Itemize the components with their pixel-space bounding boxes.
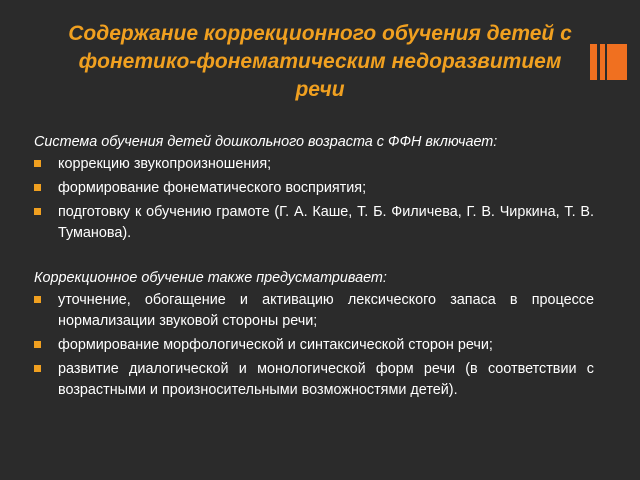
slide-title: Содержание коррекционного обучения детей с фонетико-фонематическим недоразвитием речи <box>68 22 572 101</box>
bullet-square-icon <box>34 160 41 167</box>
section-1-list <box>34 154 594 244</box>
orange-vertical-bars-icon <box>590 44 628 80</box>
list-item <box>34 290 594 332</box>
list-item-text: подготовку к обучению грамоте (Г. А. Каше, Т. Б. Филичева, Г. В. Чиркина, Т. В. Туманова). <box>58 204 594 241</box>
list-item <box>34 154 594 175</box>
section-spacer <box>34 247 594 268</box>
list-item <box>34 335 594 356</box>
section-2-intro: Коррекционное обучение также предусматривает: <box>34 270 387 286</box>
bullet-square-icon <box>34 341 41 348</box>
list-item-text: коррекцию звукопроизношения; <box>58 156 272 172</box>
section-2-list <box>34 290 594 401</box>
list-item <box>34 359 594 401</box>
list-item-text: формирование морфологической и синтаксической сторон речи; <box>58 337 493 353</box>
list-item-text: развитие диалогической и монологической форм речи (в соответствии с возрастными и произносительными возможностями детей). <box>58 361 594 398</box>
bullet-square-icon <box>34 208 41 215</box>
slide-body <box>34 132 594 404</box>
bullet-square-icon <box>34 184 41 191</box>
list-item <box>34 202 594 244</box>
bullet-square-icon <box>34 296 41 303</box>
list-item <box>34 178 594 199</box>
list-item-text: уточнение, обогащение и активацию лексического запаса в процессе нормализации звуковой стороны речи; <box>58 292 594 329</box>
bullet-square-icon <box>34 365 41 372</box>
section-1-intro: Система обучения детей дошкольного возраста с ФФН включает: <box>34 134 498 150</box>
list-item-text: формирование фонематического восприятия; <box>58 180 367 196</box>
